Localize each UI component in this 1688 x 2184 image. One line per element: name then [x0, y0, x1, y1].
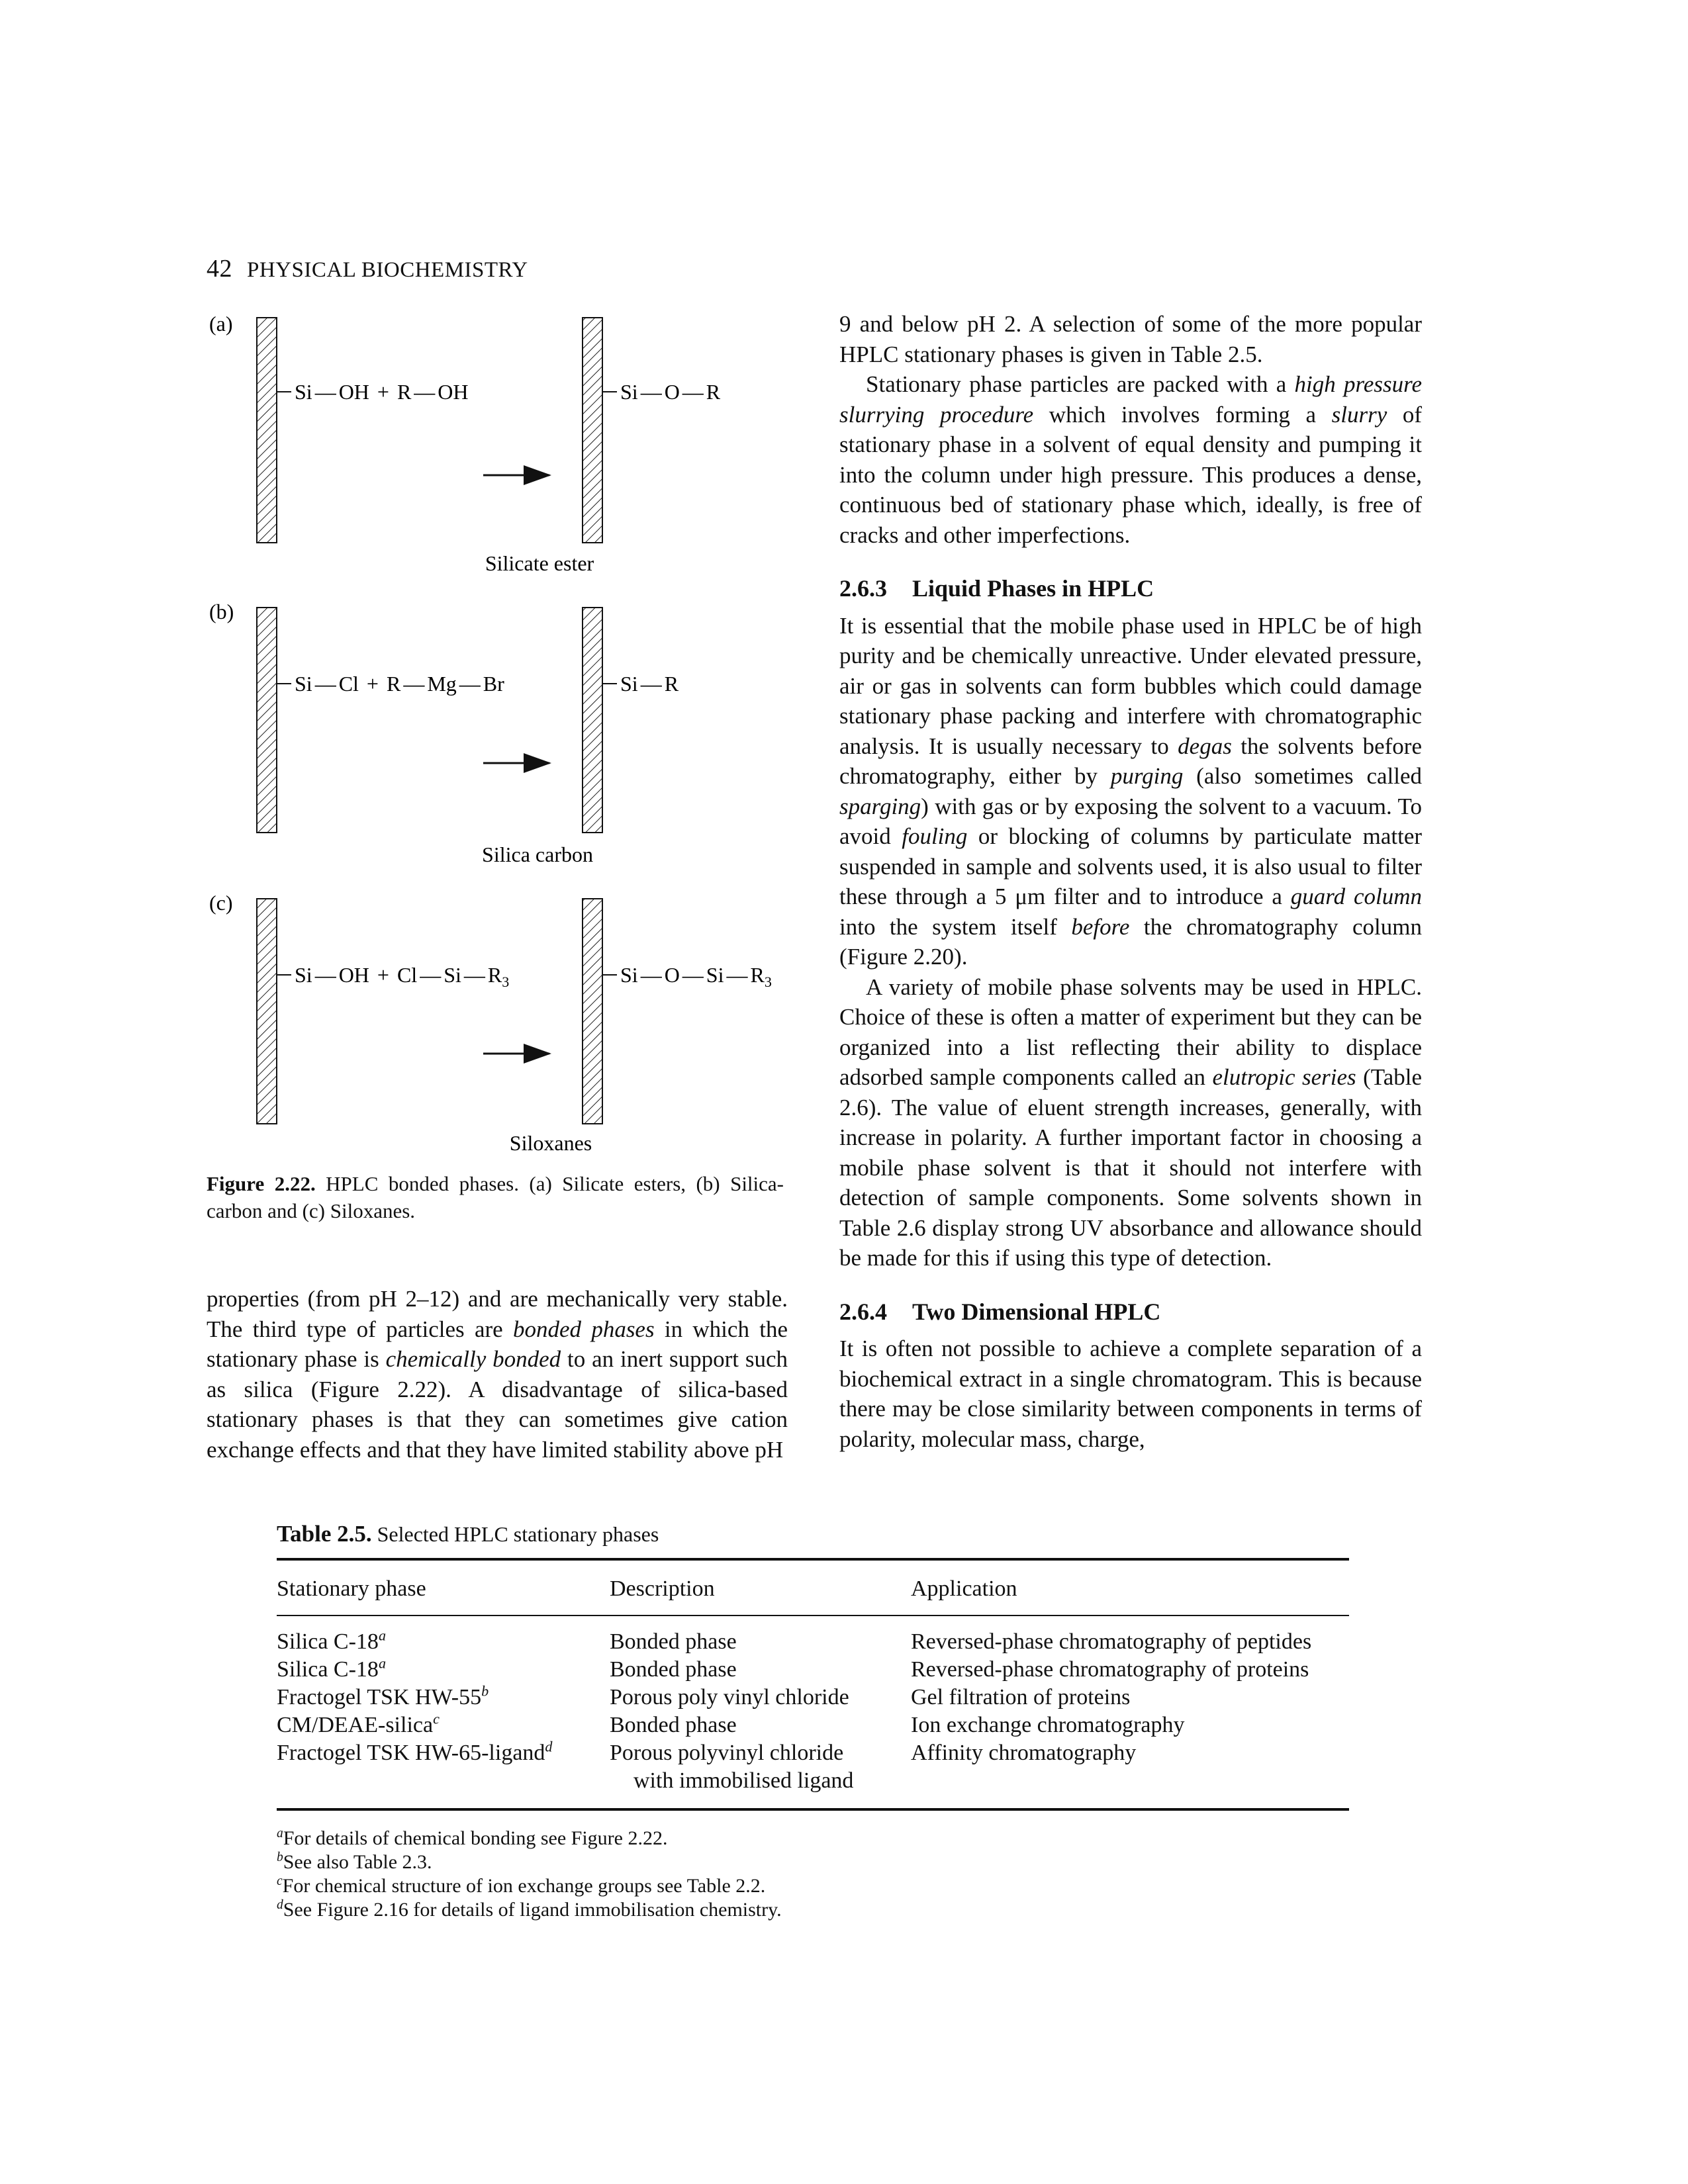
column-header: Description — [610, 1576, 715, 1601]
footnote: $^d$See Figure 2.16 for details of ligand immobilisation chemistry. — [277, 1898, 782, 1921]
left-column-text — [207, 1284, 788, 1465]
footnote: $^b$See also Table 2.3. — [277, 1850, 432, 1873]
table-bottom-rule — [277, 1808, 1349, 1811]
panel-a — [209, 312, 721, 575]
table-header-rule — [277, 1615, 1349, 1616]
footnote: $^c$For chemical structure of ion exchange groups see Table 2.2. — [277, 1874, 766, 1897]
paragraph: 9 and below pH 2. A selection of some of the more popular HPLC stationary phases is given in Table 2.5. — [839, 311, 1422, 367]
footnote: $^a$For details of chemical bonding see Figure 2.22. — [277, 1827, 668, 1849]
silica-support-bar — [583, 899, 602, 1124]
cell-application: Affinity chromatography — [911, 1741, 1137, 1765]
paragraph: It is essential that the mobile phase used in HPLC be of high purity and be chemically unreactive. Under elevated pressure, air or gas in solvents can form bubbles which could damage stationary phase packing and interfere with chromatographic analysis. It is usually necessary to degas the solvents before chromatography, either by purging (also sometimes called sparging) with gas or by exposing the solvent to a vacuum. To avoid fouling or blocking of columns by particulate matter suspended in sample and solvents used, it is also usual to filter these through a 5 μm filter and to introduce a guard column into the system itself before the chromatography column (Figure 2.20). — [839, 612, 1423, 970]
table-label: Table 2.5. — [277, 1521, 372, 1547]
panel-b — [209, 600, 679, 866]
reaction-a-product: Si — O — R — [620, 380, 721, 404]
cell-description: Bonded phase — [610, 1629, 737, 1654]
reaction-a-reactants: Si — OH + R — OH — [295, 380, 469, 404]
column-header: Stationary phase — [277, 1576, 426, 1601]
cell-description: Porous polyvinyl chloride with immobilised ligand — [610, 1741, 854, 1793]
cell-application: Gel filtration of proteins — [911, 1685, 1131, 1709]
reaction-c-reactants: Si — OH + Cl — Si — $R_3$ — [295, 963, 510, 990]
right-column-text — [839, 309, 1422, 1454]
table-title — [277, 1521, 659, 1547]
silica-support-bar — [583, 608, 602, 833]
section-heading-2-6-4: 2.6.4 Two Dimensional HPLC — [839, 1298, 1161, 1325]
table-body — [277, 1628, 1349, 1795]
paragraph: It is often not possible to achieve a complete separation of a biochemical extract in a single chromatogram. This is because there may be close similarity between components in terms of polarity, molecular mass, charge, — [839, 1336, 1422, 1452]
cell-description: Bonded phase — [610, 1713, 737, 1737]
running-header — [207, 254, 528, 283]
cell-phase: Silica C-18$^a$ — [277, 1655, 386, 1682]
table-footnotes — [277, 1827, 1349, 1922]
paragraph: Stationary phase particles are packed with a high pressure slurrying procedure which involves forming a slurry of stationary phase in a solvent of equal density and pumping it into the column under high pressure. This produces a dense, continuous bed of stationary phase which, ideally, is free of cracks and other imperfections. — [839, 371, 1423, 548]
reaction-b-reactants: Si — Cl + R — Mg — Br — [295, 672, 504, 696]
product-name-b: Silica carbon — [482, 842, 593, 866]
cell-phase: Silica C-18$^a$ — [277, 1627, 386, 1654]
column-header: Application — [911, 1576, 1017, 1601]
figure-2-22 — [199, 311, 794, 1152]
cell-phase: Fractogel TSK HW-65-ligand$^d$ — [277, 1738, 553, 1765]
reaction-c-product: Si — O — Si — $R_3$ — [620, 963, 772, 990]
cell-application: Reversed-phase chromatography of peptides — [911, 1629, 1312, 1654]
table-row — [277, 1656, 1349, 1684]
page-number: 42 — [207, 255, 232, 283]
panel-c — [209, 891, 772, 1152]
cell-description: Bonded phase — [610, 1657, 737, 1682]
running-title: PHYSICAL BIOCHEMISTRY — [247, 258, 528, 282]
panel-c-label: (c) — [209, 891, 233, 915]
section-heading-2-6-3: 2.6.3 Liquid Phases in HPLC — [839, 575, 1154, 602]
cell-application: Ion exchange chromatography — [911, 1713, 1185, 1737]
silica-support-bar — [257, 608, 277, 833]
product-name-a: Silicate ester — [485, 551, 594, 575]
cell-description: Porous poly vinyl chloride — [610, 1685, 849, 1709]
table-row — [277, 1628, 1349, 1656]
caption-label: Figure 2.22. — [207, 1172, 316, 1195]
caption-text: HPLC bonded phases. (a) Silicate esters, (b) Silica-carbon and (c) Siloxanes. — [207, 1172, 784, 1222]
table-row — [277, 1711, 1349, 1739]
table-row — [277, 1739, 1349, 1795]
table-header-row — [277, 1575, 1349, 1604]
table-caption: Selected HPLC stationary phases — [377, 1522, 659, 1546]
panel-a-label: (a) — [209, 312, 233, 336]
product-name-c: Siloxanes — [509, 1131, 592, 1152]
cell-phase: Fractogel TSK HW-55$^b$ — [277, 1682, 489, 1709]
silica-support-bar — [583, 318, 602, 543]
table-top-rule — [277, 1558, 1349, 1561]
cell-application: Reversed-phase chromatography of proteins — [911, 1657, 1309, 1682]
silica-support-bar — [257, 318, 277, 543]
silica-support-bar — [257, 899, 277, 1124]
panel-b-label: (b) — [209, 600, 234, 623]
cell-phase: CM/DEAE-silica$^c$ — [277, 1710, 440, 1737]
reaction-b-product: Si — R — [620, 672, 679, 696]
table-row — [277, 1684, 1349, 1711]
figure-caption — [207, 1170, 784, 1224]
paragraph: A variety of mobile phase solvents may be used in HPLC. Choice of these is often a matter of experiment but they can be organized into a list reflecting their ability to displace adsorbed sample components called an elutropic series (Table 2.6). The value of eluent strength increases, generally, with increase in polarity. A further important factor in choosing a mobile phase solvent is that it should not interfere with detection of sample components. Some solvents shown in Table 2.6 display strong UV absorbance and allowance should be made for this if using this type of detection. — [839, 974, 1422, 1271]
paragraph: properties (from pH 2–12) and are mechanically very stable. The third type of particles are bonded phases in which the stationary phase is chemically bonded to an inert support such as silica (Figure 2.22). A disadvantage of silica-based stationary phases is that they can sometimes give cation exchange effects and that they have limited stability above pH — [207, 1286, 788, 1463]
